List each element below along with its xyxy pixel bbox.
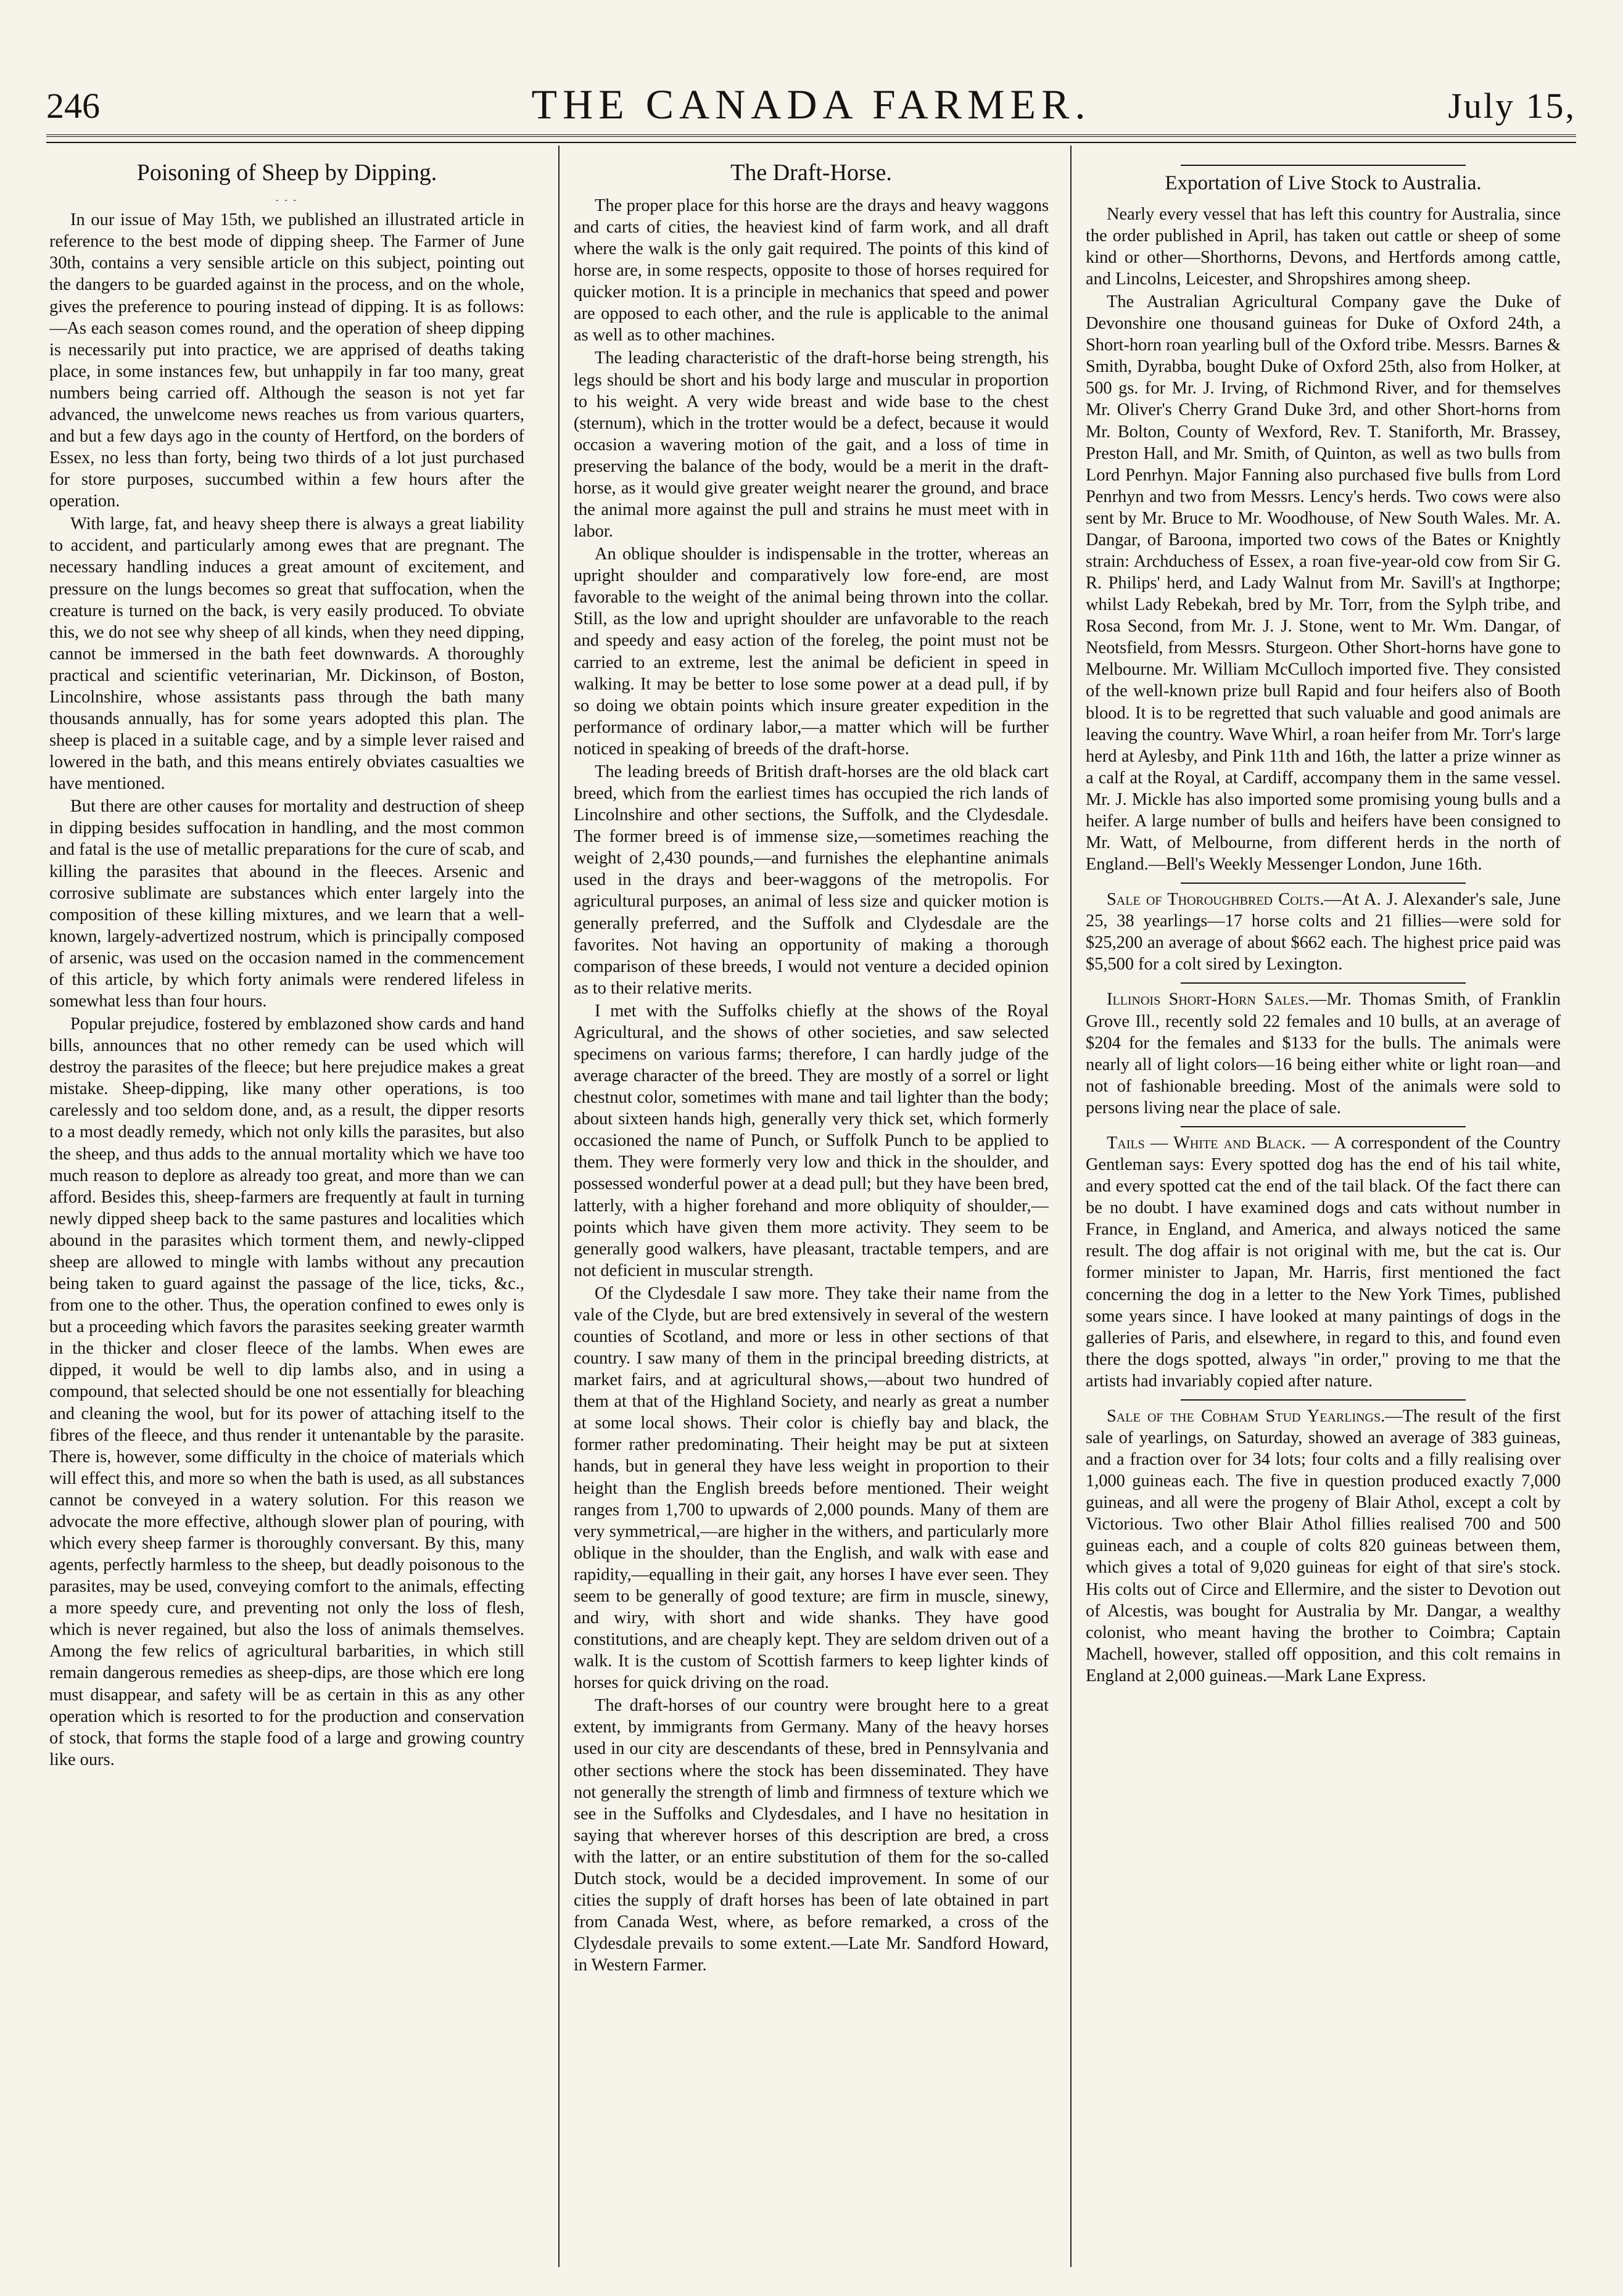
news-item-illinois — [1086, 989, 1561, 1118]
news-item-lead: Sale of the Cobham Stud Yearlings. — [1107, 1406, 1386, 1426]
news-item-text: —At A. J. Alexander's sale, June 25, 38 yearlings—17 horse colts and 21 fillies—were sold for $25,200 an average of about $662 each. The highest price paid was $5,500 for a colt sired by Lexington. — [1086, 890, 1561, 974]
column-divider-2 — [1070, 146, 1072, 2267]
section-separator — [1181, 1126, 1466, 1127]
column-3 — [1086, 157, 1561, 2273]
article-paragraph: The draft-horses of our country were brought here to a great extent, by immigrants from Germany. Many of the heavy horses used in our city are descendants of these, bred in Pennsylvania and other sections where the stock has been disseminated. They have not generally the strength of limb and firmness of texture which we see in the Suffolks and Clydesdales, and I have no hesitation in saying that wherever horses of this description are bred, a cross with the latter, or an entire substitution of them for the so-called Dutch stock, would be a decided improvement. In some of our cities the supply of draft horses has been of late obtained in part from Canada West, where, as before remarked, a cross of the Clydesdale prevails to some extent.—Late Mr. Sandford Howard, in Western Farmer. — [574, 1696, 1049, 1975]
newspaper-title: THE CANADA FARMER. — [531, 81, 1091, 128]
news-item-text: —Mr. Thomas Smith, of Franklin Grove Ill., recently sold 22 females and 10 bulls, at an average of $204 for the females and $133 for the bulls. The animals were nearly all of light colors—16 being either white or light roan—and not of fashionable breeding. Most of the animals were sold to persons living near the place of sale. — [1086, 990, 1561, 1117]
news-item-lead: Tails — White and Black. — [1107, 1133, 1306, 1153]
article-paragraph: Nearly every vessel that has left this country for Australia, since the order published in April, has taken out cattle or sheep of some kind or other—Shorthorns, Devons, and Hertfords among cattle, and Lincolns, Leicester, and Shropshires among sheep. — [1086, 204, 1561, 289]
section-separator — [1181, 165, 1466, 166]
title-separator: - - - — [276, 195, 298, 205]
page-number: 246 — [46, 86, 100, 126]
section-separator — [1181, 982, 1466, 984]
news-item-lead: Illinois Short-Horn Sales. — [1107, 990, 1310, 1010]
news-item-tails — [1086, 1132, 1561, 1392]
article-paragraph: The leading breeds of British draft-horses are the old black cart breed, which from the earliest times has occupied the rich lands of Lincolnshire and other sections, the Suffolk, and the Clydesdale. The former breed is of immense size,—sometimes reaching the weight of 2,430 pounds,—and furnishes the elephantine animals used in the drays and beer-waggons of the metropolis. For agricultural purposes, an animal of less size and quicker motion is generally preferred, and the Suffolk and Clydesdale are the favorites. Not having an opportunity of making a thorough comparison of these breeds, I would not venture a decided opinion as to their relative merits. — [574, 762, 1049, 998]
article-title-exportation: Exportation of Live Stock to Australia. — [1165, 172, 1482, 194]
column-divider-1 — [558, 146, 560, 2267]
article-paragraph: An oblique shoulder is indispensable in the trotter, whereas an upright shoulder and comparatively low fore-end, are most favorable to the weight of the animal being thrown into the collar. Still, as the low and upright shoulder are unfavorable to the reach and speedy and easy action of the foreleg, the point must not be carried to an extreme, lest the animal be deficient in speed in walking. It may be better to lose some power at a dead pull, if by so doing we obtain points which insure greater expedition in the performance of ordinary labor,—a matter which will be further noticed in speaking of breeds of the draft-horse. — [574, 545, 1049, 759]
news-item-text: — A correspondent of the Country Gentleman says: Every spotted dog has the end of his tail white, and every spotted cat the end of the tail black. Of the fact there can be no doubt. I have examined dogs and cats without number in France, in England, and America, and always noticed the same result. The dog affair is not original with me, but the cat is. Our former minister to Japan, Mr. Harris, first mentioned the fact concerning the dog in a letter to the New York Times, published some years since. I have looked at many paintings of dogs in the galleries of Paris, and elsewhere, in regard to this, and found even there the dogs spotted, always "in order," proving to me that the artists had invariably copied after nature. — [1086, 1133, 1561, 1391]
article-paragraph: Of the Clydesdale I saw more. They take their name from the vale of the Clyde, but are bred extensively in several of the western counties of Scotland, and more or less in other sections of that country. I saw many of them in the principal breeding districts, at market fairs, and at agricultural shows,—about two hundred of them at that of the Highland Society, and nearly as great a number at some local shows. Their color is chiefly bay and black, the former rather predominating. Their height may be put at sixteen hands, but in general they have less weight in proportion to their height than the English breeds before mentioned. Their weight ranges from 1,700 to upwards of 2,000 pounds. Many of them are very symmetrical,—are higher in the withers, and particularly more oblique in the shoulder, than the English, and walk with ease and rapidity,—equalling in their gait, any horses I have ever seen. They seem to be generally of good texture; are firm in muscle, sinewy, and wiry, with short and wide shanks. They have good constitutions, and are cheaply kept. They are seldom driven out of a walk. It is the custom of Scottish farmers to keep lighter kinds of horses for quick driving on the road. — [574, 1283, 1049, 1693]
article-title-draft-horse: The Draft-Horse. — [730, 160, 892, 186]
news-item-lead: Sale of Thoroughbred Colts. — [1107, 890, 1324, 910]
header-rule — [46, 134, 1576, 137]
article-paragraph: Popular prejudice, fostered by emblazoned show cards and hand bills, announces that no other remedy can be used which will destroy the parasites of the fleece; but here prejudice makes a great mistake. Sheep-dipping, like many other operations, is too carelessly and too seldom done, and, as a result, the dipper resorts to a most deadly remedy, which not only kills the parasites, but also the sheep, and thus adds to the annual mortality which we have too much reason to deplore as already too great, and more than we can afford. Besides this, sheep-farmers are frequently at fault in turning newly dipped sheep back to the same pastures and localities which abound in the parasites which torment them, and newly-clipped sheep are allowed to mingle with lambs without any precaution being taken to guard against the passage of the lice, ticks, &c., from one to the other. Thus, the operation confined to ewes only is but a proceeding which favors the parasites seeking greater warmth in the thicker and closer fleece of the lambs. When ewes are dipped, it would be well to dip lambs also, and in using a compound, that selected should be one not essentially for bleaching and cleaning the wool, but for its power of attaching itself to the fibres of the fleece, and thus render it untenantable by the parasite. There is, however, some difficulty in the choice of materials which will effect this, and more so when the bath is used, as all substances cannot be conveyed in a watery solution. For this reason we advocate the more effective, although slower plan of pouring, with which every sheep farmer is thoroughly conversant. By this, many agents, perfectly harmless to the sheep, but deadly poisonous to the parasites, may be used, conveying comfort to the animals, effecting a more speedy cure, and preventing not only the loss of flesh, which is never regained, but also the loss of animals themselves. Among the few relics of agricultural barbarities, in which still remain dangerous remedies as sheep-dips, are those which ere long must disappear, and safety will be as certain in this as any other operation which is resorted to for the production and conservation of stock, that forms the staple food of a large and growing country like ours. — [49, 1014, 524, 1769]
article-paragraph: With large, fat, and heavy sheep there is always a great liability to accident, and particularly among ewes that are pregnant. The necessary handling induces a great amount of excitement, and pressure on the lungs becomes so great that suffocation, when the creature is turned on the back, is very easily produced. To obviate this, we do not see why sheep of all kinds, when they need dipping, cannot be immersed in the bath feet downwards. A thoroughly practical and scientific veterinarian, Mr. Dickinson, of Boston, Lincolnshire, whose assistants pass through the bath many thousands annually, has for some years adopted this plan. The sheep is placed in a suitable cage, and by a simple lever raised and lowered in the bath, and this means entirely obviates casualties we have mentioned. — [49, 514, 524, 794]
article-title-poisoning: Poisoning of Sheep by Dipping. — [136, 160, 437, 186]
section-separator — [1181, 883, 1466, 884]
article-paragraph: The leading characteristic of the draft-horse being strength, his legs should be short and his body large and muscular in proportion to his weight. A very wide breast and wide base to the chest (sternum), which in the trotter would be a defect, because it would occasion a wavering motion of the gait, and a loss of time in preserving the balance of the body, would be a merit in the draft-horse, as it would give greater weight nearer the ground, and brace the animal more against the pull and strains he must meet with in labor. — [574, 348, 1049, 541]
article-paragraph: The Australian Agricultural Company gave the Duke of Devonshire one thousand guineas for Duke of Oxford 24th, a Short-horn roan yearling bull of the Oxford tribe. Messrs. Barnes & Smith, Dyrabba, bought Duke of Oxford 25th, also from Holker, at 500 gs. for Mr. J. Irving, of Richmond River, and for themselves Mr. Oliver's Cherry Grand Duke 3rd, and other Short-horns from Mr. Bolton, County of Wexford, Rev. T. Staniforth, Mr. Brassey, Preston Hall, and Mr. Smith, of Quinton, as well as two bulls from Lord Penrhyn. Major Fanning also purchased five bulls from Lord Penrhyn and two from Messrs. Lency's herds. Two cows were also sent by Mr. Bruce to Mr. Woodhouse, of New South Wales. Mr. A. Dangar, of Baroona, imported two cows of the Bates or Knightly strain: Archduchess of Essex, a roan five-year-old cow from Sir G. R. Philips' herd, and Lady Walnut from Mr. Savill's at Ingthorpe; whilst Lady Rebekah, bred by Mr. Torr, from the Sylph tribe, and Rosa Second, from Mr. J. J. Stone, went to Mr. Wm. Dangar, of Neotsfield, from Messrs. Sturgeon. Other Short-horns have gone to Melbourne. Mr. William McCulloch imported five. They consisted of the well-known prize bull Rapid and four heifers also of Booth blood. It is to be regretted that such valuable and good animals are leaving the country. Wave Whirl, a roan heifer from Mr. Torr's large herd at Aylesby, and Pink 11th and 16th, the latter a prize winner as a calf at the Royal, at Cardiff, accompany them in the same vessel. Mr. J. Mickle has also imported some promising young bulls and a heifer. A large number of bulls and heifers have been consigned to Mr. Watt, of Melbourne, from different herds in the north of England.—Bell's Weekly Messenger London, June 16th. — [1086, 292, 1561, 874]
news-item-thoroughbred — [1086, 889, 1561, 975]
article-paragraph: I met with the Suffolks chiefly at the shows of the Royal Agricultural, and the shows of other societies, and saw selected specimens on various farms; therefore, I can hardly judge of the average character of the breed. They are mostly of a sorrel or light chestnut color, sometimes with mane and tail lighter than the body; about sixteen hands high, generally very thick set, which formerly occasioned the name of Punch, or Suffolk Punch to be applied to them. They were formerly very low and thick in the shoulder, and possessed wonderful power at a dead pull; but they have been bred, latterly, with a higher forehand and more obliquity of shoulder,—points which have given them more activity. They seem to be generally good walkers, have pleasant, tractable tempers, and are not deficient in muscular strength. — [574, 1001, 1049, 1280]
article-paragraph: But there are other causes for mortality and destruction of sheep in dipping besides suffocation in handling, and the most common and fatal is the use of metallic preparations for the cure of scab, and killing the parasites that abound in the fleeces. Arsenic and corrosive sublimate are substances which enter largely into the composition of these killing mixtures, and we learn that a well-known, largely-advertized nostrum, which is principally composed of arsenic, was used on the occasion named in the commencement of this article, by which forty animals were rendered lifeless in somewhat less than four hours. — [49, 797, 524, 1011]
column-2 — [574, 157, 1049, 2273]
header-rule-thin — [46, 142, 1576, 143]
issue-date: July 15, — [1448, 86, 1576, 126]
news-item-cobham — [1086, 1405, 1561, 1687]
article-paragraph: The proper place for this horse are the drays and heavy waggons and carts of cities, the heaviest kind of farm work, and all draft where the walk is the only gait required. The points of this kind of horse are, in some respects, opposite to those of horses required for quicker motion. It is a principle in mechanics that speed and power are opposed to each other, and the rule is applicable to the animal as well as to other machines. — [574, 195, 1049, 345]
column-1 — [49, 157, 524, 2273]
news-item-text: —The result of the first sale of yearlings, on Saturday, showed an average of 383 guineas, and a fraction over for 34 lots; four colts and a filly realising over 1,000 guineas each. The five in question produced exactly 7,000 guineas, and all were the progeny of Blair Athol, except a colt by Victorious. Two other Blair Athol fillies realised 700 and 500 guineas each, and a couple of colts 820 guineas between them, which gives a total of 9,020 guineas for eight of that sire's stock. His colts out of Circe and Ellermire, and the sister to Devotion out of Alcestis, was bought for Australia by Mr. Dangar, a wealthy colonist, who meant having the brother to Coimbra; Captain Machell, however, stalled off opposition, and this colt remains in England at 2,000 guineas.—Mark Lane Express. — [1086, 1406, 1561, 1685]
section-separator — [1181, 1399, 1466, 1401]
masthead — [46, 80, 1576, 136]
article-paragraph: In our issue of May 15th, we published an illustrated article in reference to the best mode of dipping sheep. The Farmer of June 30th, contains a very sensible article on this subject, pointing out the dangers to be guarded against in the process, and on the whole, gives the preference to pouring instead of dipping. It is as follows:—As each season comes round, and the operation of sheep dipping is necessarily put into practice, we are apprised of deaths taking place, in some instances few, but unhappily in far too many, great numbers being carried off. Although the season is not yet far advanced, the unwelcome news reaches us from various quarters, and but a few days ago in the county of Hertford, on the borders of Essex, no less than forty, being two thirds of a lot just purchased for store purposes, succumbed within a few hours after the operation. — [49, 210, 524, 511]
